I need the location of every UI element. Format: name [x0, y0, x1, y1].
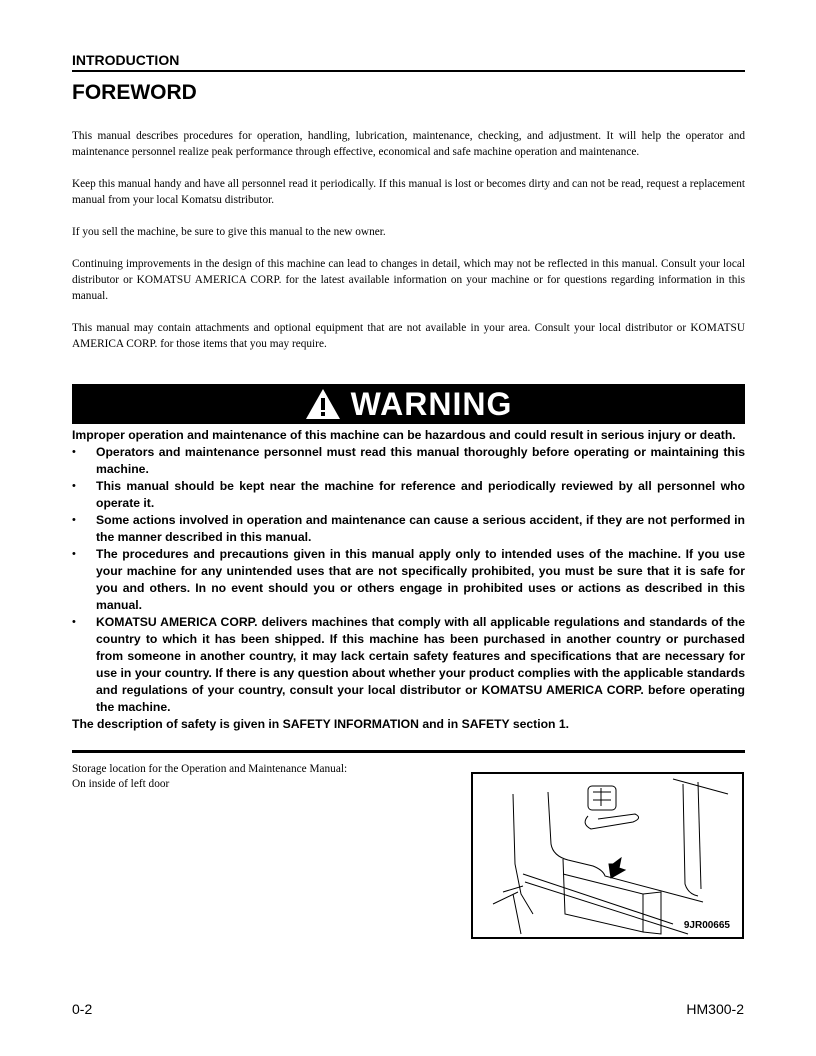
page-number: 0-2: [72, 1001, 93, 1017]
warning-bullet: • KOMATSU AMERICA CORP. delivers machines that comply with all applicable regulations and standards of the country to which it has been shipped. If this machine has been purchased in another country or purchased from someone in another country, it may lack certain safety features and specifications that are necessary for use in your country. If there is any question about whether your product complies with the applicable standards and regulations of your country, consult your local distributor or KOMATSU AMERICA CORP. before operating the machine.: [72, 614, 745, 716]
foreword-body: [72, 128, 745, 368]
paragraph: Keep this manual handy and have all personnel read it periodically. If this manual is lost or becomes dirty and can not be read, request a replacement manual from your local Komatsu distributor.: [72, 178, 745, 206]
model-number: HM300-2: [686, 1001, 744, 1017]
warning-triangle-icon: [305, 388, 341, 420]
storage-line: On inside of left door: [72, 778, 170, 790]
warning-list: [72, 444, 745, 716]
figure-id: 9JR00665: [683, 920, 730, 931]
paragraph: This manual describes procedures for operation, handling, lubrication, maintenance, checking, and adjustment. It will help the operator and maintenance personnel realize peak performance through effective, economical and safe machine operation and maintenance.: [72, 130, 745, 158]
header-rule: [72, 70, 745, 72]
warning-content: [72, 427, 745, 733]
storage-line: Storage location for the Operation and Maintenance Manual:: [72, 763, 348, 775]
warning-intro: Improper operation and maintenance of this machine can be hazardous and could result in serious injury or death.: [72, 428, 736, 442]
section-rule: [72, 750, 745, 753]
warning-banner: [72, 384, 745, 424]
warning-bullet: • The procedures and precautions given in this manual apply only to intended uses of the machine. If you use your machine for any unintended uses that are not specifically prohibited, you must be sure that it is safe for you and others. In no event should you or others engage in prohibited uses or actions as described in this manual.: [72, 546, 745, 614]
warning-closing: The description of safety is given in SAFETY INFORMATION and in SAFETY section 1.: [72, 717, 570, 731]
paragraph: Continuing improvements in the design of this machine can lead to changes in detail, which may not be reflected in this manual. Consult your local distributor or KOMATSU AMERICA CORP. for the latest available information on your machine or for questions regarding information in this manual.: [72, 258, 745, 302]
warning-label: WARNING: [350, 385, 513, 422]
warning-bullet: • Operators and maintenance personnel must read this manual thoroughly before operating or maintaining this machine.: [72, 444, 745, 478]
section-heading: INTRODUCTION: [72, 52, 180, 68]
paragraph: This manual may contain attachments and optional equipment that are not available in your area. Consult your local distributor or KOMATSU AMERICA CORP. for those items that you may require.: [72, 322, 745, 350]
door-illustration: [471, 772, 744, 939]
warning-bullet: • Some actions involved in operation and maintenance can cause a serious accident, if they are not performed in the manner described in this manual.: [72, 512, 745, 546]
paragraph: If you sell the machine, be sure to give this manual to the new owner.: [72, 226, 386, 238]
storage-note: [72, 762, 347, 792]
warning-bullet: • This manual should be kept near the machine for reference and periodically reviewed by all personnel who operate it.: [72, 478, 745, 512]
door-drawing: [473, 774, 742, 937]
page-title: FOREWORD: [72, 81, 197, 104]
